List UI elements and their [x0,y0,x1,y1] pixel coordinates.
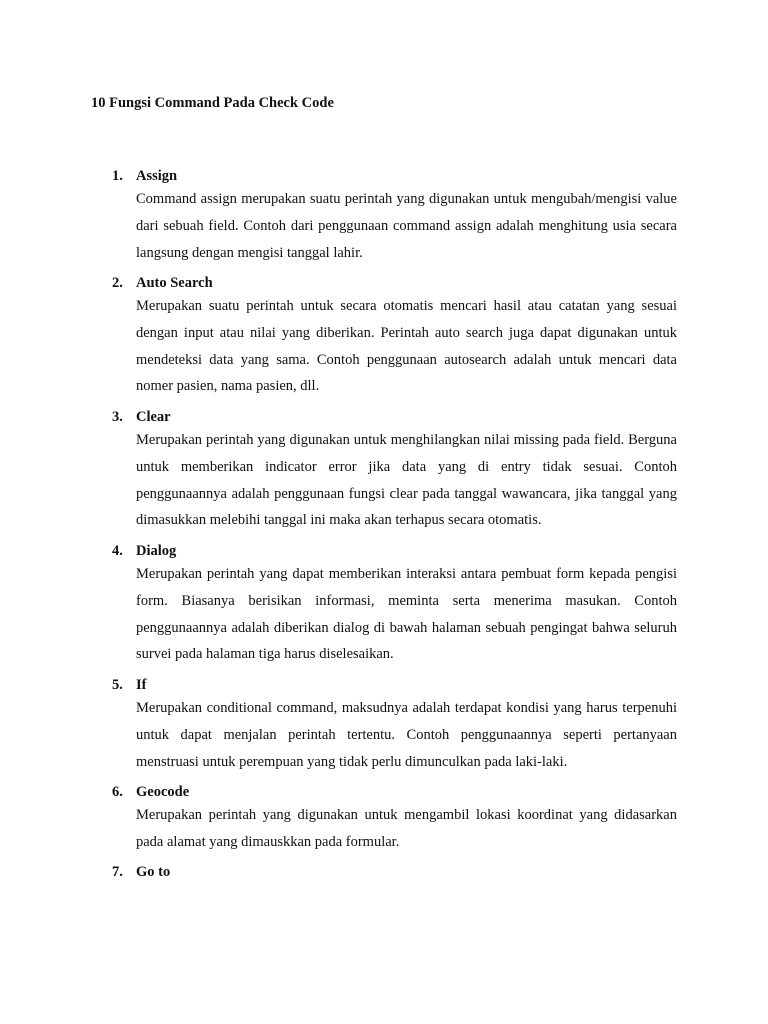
list-item-title: If [136,677,147,693]
list-item-title: Dialog [136,543,177,559]
list-item-title: Assign [136,168,178,184]
list-item-description: Merupakan perintah yang digunakan untuk menghilangkan nilai missing pada field. Berguna untuk memberikan indicator error jika data yang di entry tidak sesuai. Contoh penggunaannya adalah penggunaan fungsi clear pada tanggal wawancara, jika tanggal yang dimasukkan melebihi tanggal ini maka akan terhapus secara otomatis. [136,432,677,529]
list-item-description: Command assign merupakan suatu perintah yang digunakan untuk mengubah/mengisi value dari sebuah field. Contoh dari penggunaan command assign adalah menghitung usia secara langsung dengan mengisi tanggal lahir. [136,191,677,261]
list-item-description: Merupakan perintah yang dapat memberikan interaksi antara pembuat form kepada pengisi form. Biasanya berisikan informasi, meminta serta menerima masukan. Contoh penggunaannya adalah diberikan dialog di bawah halaman sebuah pengingat bahwa seluruh survei pada halaman tiga harus diselesaikan. [136,566,677,663]
list-item-title: Go to [136,864,171,880]
list-item-title: Clear [136,409,171,425]
list-item [0,166,768,261]
list-item-number: 4. [112,543,123,559]
list-item [0,675,768,770]
list-item [0,273,768,395]
list-item-title: Geocode [136,784,190,800]
list-item [0,782,768,850]
list-item-number: 1. [112,168,123,184]
list-item-heading [0,166,768,186]
list-item [0,407,768,529]
list-item-description: Merupakan suatu perintah untuk secara otomatis mencari hasil atau catatan yang sesuai dengan input atau nilai yang diberikan. Perintah auto search juga dapat digunakan untuk mendeteksi data yang sama. Contoh penggunaan autosearch adalah untuk mencari data nomer pasien, nama pasien, dll. [136,298,677,395]
list-item-heading [0,862,768,882]
list-item-heading [0,407,768,427]
list-item-heading [0,273,768,293]
document-title: 10 Fungsi Command Pada Check Code [91,95,334,111]
list-item-title: Auto Search [136,275,213,291]
list-item-heading [0,675,768,695]
list-item-number: 6. [112,784,123,800]
list-item [0,862,768,882]
list-item-description: Merupakan perintah yang digunakan untuk mengambil lokasi koordinat yang didasarkan pada alamat yang dimauskkan pada formular. [136,807,677,850]
list-item-number: 3. [112,409,123,425]
list-item-number: 2. [112,275,123,291]
list-item-description: Merupakan conditional command, maksudnya adalah terdapat kondisi yang harus terpenuhi untuk dapat menjalan perintah tertentu. Contoh penggunaannya seperti pertanyaan menstruasi untuk perempuan yang tidak perlu dimunculkan pada laki-laki. [136,700,677,770]
list-item-heading [0,541,768,561]
list-item-heading [0,782,768,802]
list-item [0,541,768,663]
list-item-number: 7. [112,864,123,880]
list-item-number: 5. [112,677,123,693]
